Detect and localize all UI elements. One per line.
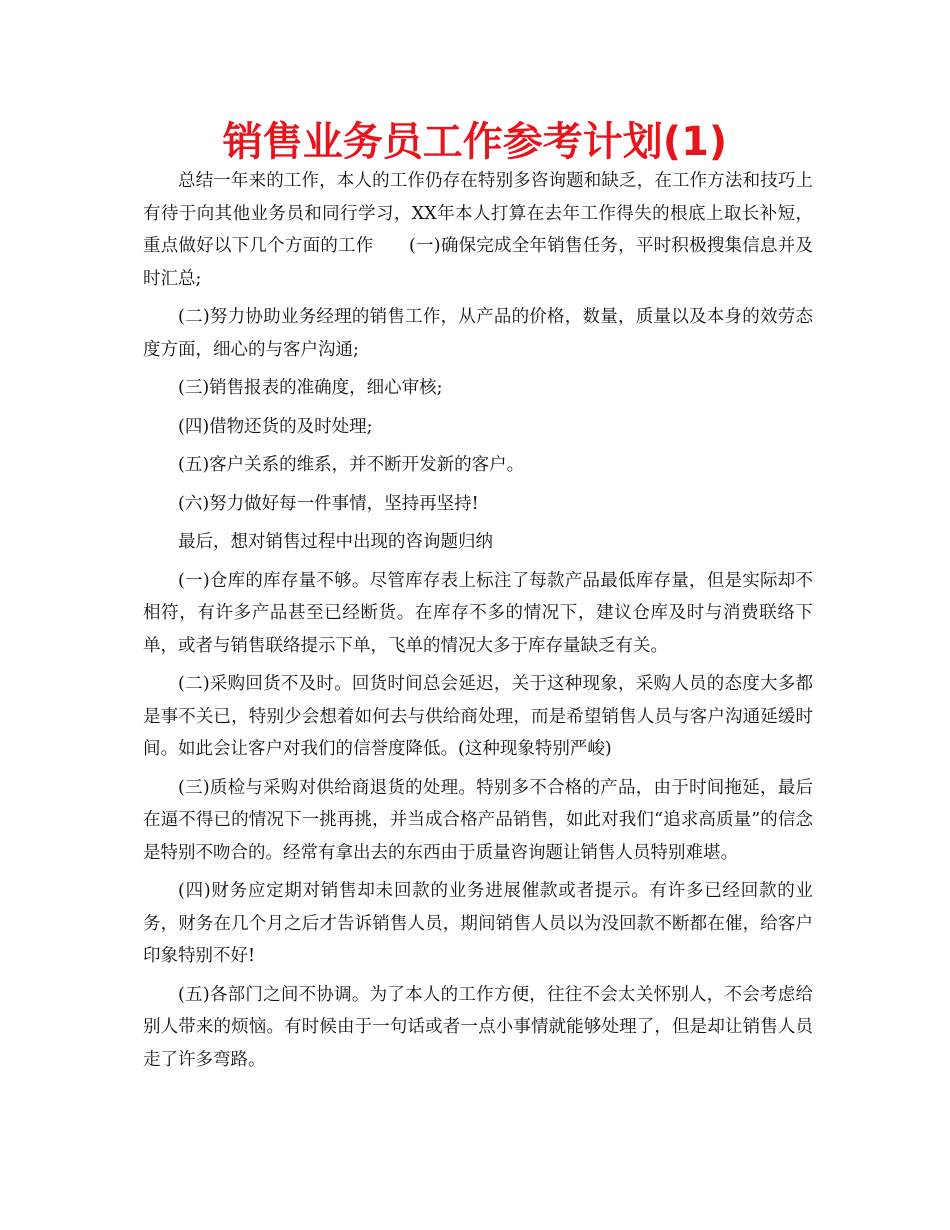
paragraph: (六)努力做好每一件事情，坚持再坚持! bbox=[178, 493, 479, 514]
paragraph: (二)采购回货不及时。回货时间总会延迟，关于这种现象，采购人员的态度大多都是事不关已，特别少会想着如何去与供给商处理，而是希望销售人员与客户沟通延缓时间。如此会让客户对我们的信誉度降低。(这种现象特别严峻) bbox=[143, 674, 813, 759]
paragraph: (三)质检与采购对供给商退货的处理。特别多不合格的产品，由于时间拖延，最后在逼不得已的情况下一挑再挑，并当成合格产品销售，如此对我们“追求高质量”的信念是特别不吻合的。经常有拿出去的东西由于质量咨询题让销售人员特别难堪。 bbox=[143, 777, 813, 863]
paragraph: (五)客户关系的维系，并不断开发新的客户。 bbox=[178, 455, 525, 475]
page-title: 销售业务员工作参考计划(1) bbox=[222, 119, 728, 165]
paragraph: (三)销售报表的准确度，细心审核; bbox=[178, 378, 443, 398]
paragraph: 最后，想对销售过程中出现的咨询题归纳 bbox=[178, 532, 493, 552]
paragraph: (四)借物还货的及时处理; bbox=[178, 416, 373, 437]
paragraph: (一)仓库的库存量不够。尽管库存表上标注了每款产品最低库存量，但是实际却不相符，有许多产品甚至已经断货。在库存不多的情况下，建议仓库及时与消费联络下单，或者与销售联络提示下单，飞单的情况大多于库存量缺乏有关。 bbox=[143, 570, 813, 656]
paragraph: (二)努力协助业务经理的销售工作，从产品的价格，数量，质量以及本身的效劳态度方面，细心的与客户沟通; bbox=[143, 307, 813, 360]
paragraph: (四)财务应定期对销售却未回款的业务进展催款或者提示。有许多已经回款的业务，财务在几个月之后才告诉销售人员，期间销售人员以为没回款不断都在催，给客户印象特别不好! bbox=[143, 881, 813, 966]
paragraph: (五)各部门之间不协调。为了本人的工作方便，往往不会太关怀别人，不会考虑给别人带来的烦恼。有时候由于一句话或者一点小事情就能够处理了，但是却让销售人员走了许多弯路。 bbox=[143, 984, 813, 1070]
document-body bbox=[143, 165, 813, 1076]
paragraph: 总结一年来的工作，本人的工作仍存在特别多咨询题和缺乏，在工作方法和技巧上有待于向其他业务员和同行学习，XX年本人打算在去年工作得失的根底上取长补短，重点做好以下几个方面的工作 (一)确保完成全年销售任务，平时积极搜集信息并及时汇总; bbox=[143, 171, 813, 289]
